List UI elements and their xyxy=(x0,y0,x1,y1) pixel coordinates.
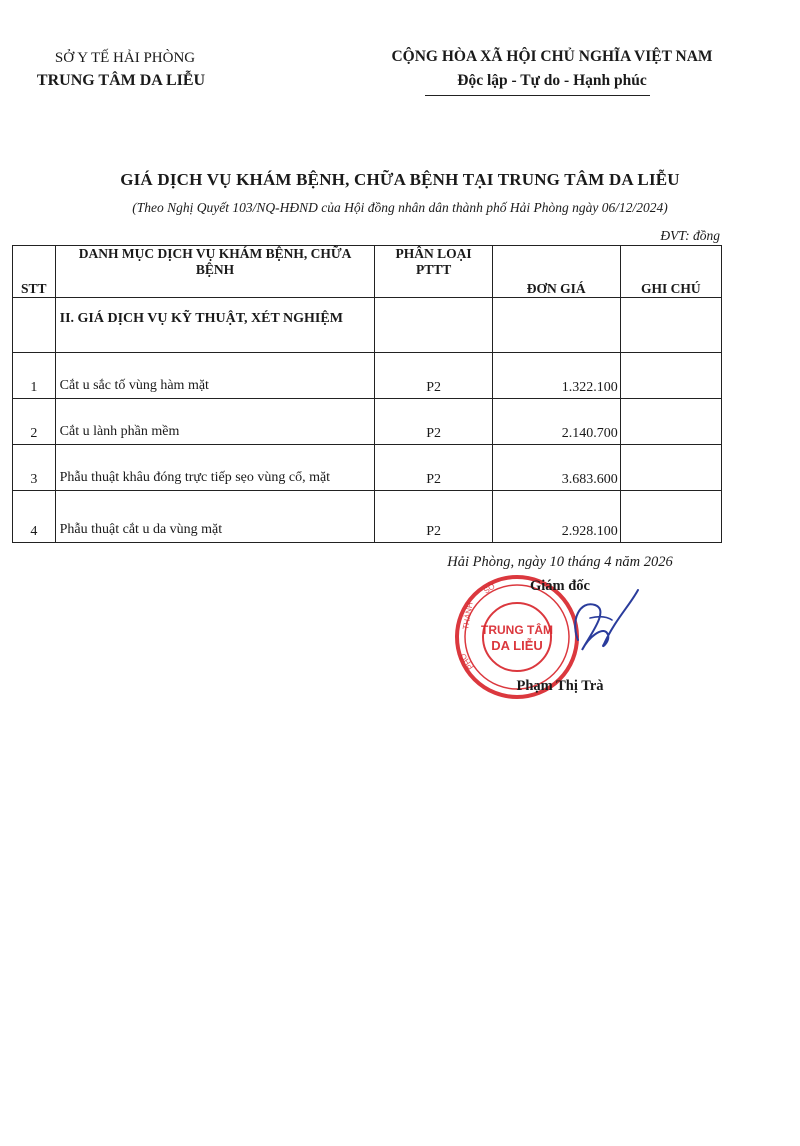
price-table xyxy=(12,245,722,543)
row-service-name: Phẫu thuật cắt u da vùng mặt xyxy=(55,491,375,543)
signing-date: Hải Phòng, ngày 10 tháng 4 năm 2026 xyxy=(447,554,673,570)
row-stt: 3 xyxy=(13,445,56,491)
seal-text-line-1: TRUNG TÂM xyxy=(481,623,553,637)
header-classification: PHÂN LOẠI PTTT xyxy=(375,246,492,298)
signer-name: Phạm Thị Trà xyxy=(516,678,604,694)
currency-unit: ĐVT: đồng xyxy=(660,228,720,243)
row-stt: 4 xyxy=(13,491,56,543)
row-service-name: Cắt u sắc tố vùng hàm mặt xyxy=(55,353,375,399)
table-row xyxy=(13,353,722,399)
national-motto: Độc lập - Tự do - Hạnh phúc xyxy=(457,72,647,89)
row-note xyxy=(620,399,721,445)
motto-underline xyxy=(425,95,650,96)
row-service-name: Cắt u lành phần mềm xyxy=(55,399,375,445)
signer-title: Giám đốc xyxy=(529,578,590,594)
row-stt: 2 xyxy=(13,399,56,445)
row-stt: 1 xyxy=(13,353,56,399)
header-unit-price: ĐƠN GIÁ xyxy=(492,246,620,298)
row-service-name: Phẫu thuật khâu đóng trực tiếp sẹo vùng cổ, mặt xyxy=(55,445,375,491)
organization-name: TRUNG TÂM DA LIỄU xyxy=(36,72,206,89)
row-unit-price: 3.683.600 xyxy=(492,445,620,491)
table-row xyxy=(13,491,722,543)
row-classification: P2 xyxy=(375,491,492,543)
row-note xyxy=(620,353,721,399)
table-row xyxy=(13,445,722,491)
svg-text:THÀNH: THÀNH xyxy=(461,601,475,631)
document-title: GIÁ DỊCH VỤ KHÁM BỆNH, CHỮA BỆNH TẠI TRUNG TÂM DA LIỄU xyxy=(120,170,680,189)
row-unit-price: 1.322.100 xyxy=(492,353,620,399)
row-classification: P2 xyxy=(375,399,492,445)
svg-text:PHỐ: PHỐ xyxy=(458,651,476,672)
header-note: GHI CHÚ xyxy=(620,246,721,298)
row-note xyxy=(620,491,721,543)
department-name: SỞ Y TẾ HẢI PHÒNG xyxy=(54,50,196,66)
row-unit-price: 2.928.100 xyxy=(492,491,620,543)
document-subtitle: (Theo Nghị Quyết 103/NQ-HĐND của Hội đồng nhân dân thành phố Hải Phòng ngày 06/12/2024) xyxy=(132,200,668,215)
table-header-row xyxy=(13,246,722,298)
table-row xyxy=(13,399,722,445)
row-classification: P2 xyxy=(375,353,492,399)
row-unit-price: 2.140.700 xyxy=(492,399,620,445)
seal-text-line-2: DA LIỄU xyxy=(491,638,543,653)
svg-text:SỞ: SỞ xyxy=(481,581,498,596)
header-service-name: DANH MỤC DỊCH VỤ KHÁM BỆNH, CHỮA BỆNH xyxy=(55,246,375,298)
national-title: CỘNG HÒA XÃ HỘI CHỦ NGHĨA VIỆT NAM xyxy=(391,48,713,65)
header-stt: STT xyxy=(13,246,56,298)
section-title: II. GIÁ DỊCH VỤ KỸ THUẬT, XÉT NGHIỆM xyxy=(55,298,375,353)
section-row xyxy=(13,298,722,353)
row-note xyxy=(620,445,721,491)
row-classification: P2 xyxy=(375,445,492,491)
